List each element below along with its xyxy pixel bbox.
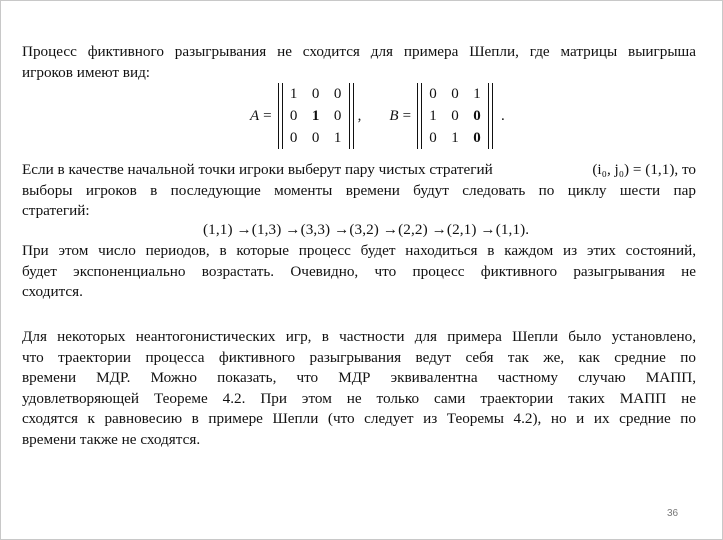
matrix-cell: 1: [429, 107, 437, 124]
text-line: что траектории процесса фиктивного разыгрывания ведут себя так же, как средние по: [22, 348, 696, 366]
paragraph-cycle-intro: [22, 160, 696, 222]
text-fragment: [592, 160, 696, 181]
text-line: выборы игроков в последующие моменты времени будут следовать по циклу шести пар: [22, 181, 696, 199]
matrix-a-separator: ,: [357, 107, 362, 124]
text-line: времени также не сходятся.: [22, 430, 201, 448]
matrix-cell: 0: [429, 129, 437, 146]
equals-sign: =: [263, 107, 272, 124]
text-line: стратегий:: [22, 202, 90, 219]
text-line: сходятся к равновесию в примере Шепли (что следует из Теоремы 4.2), но и их средние по: [22, 410, 696, 427]
initial-strategy-pair: (i₀, j₀) = (1,1): [592, 161, 675, 178]
text-line: удовлетворяющей Теореме 4.2. При этом не только сами траектории таких МАПП не: [22, 389, 696, 407]
matrix-b-label: B: [389, 107, 399, 124]
equals-sign: =: [402, 107, 412, 124]
matrix-cell: 1: [311, 107, 320, 124]
matrix-cell: 0: [429, 85, 437, 102]
text-line: [22, 160, 696, 181]
strategy-cycle-formula: (1,1) →(1,3) →(3,3) →(3,2) →(2,2) →(2,1) →(1,1).: [203, 221, 530, 238]
text-line: игроков имеют вид:: [22, 63, 151, 81]
text-line: При этом число периодов, в которые процесс будет находиться в каждом из этих состояний,: [22, 242, 696, 259]
matrix-cell: 0: [451, 85, 459, 102]
text-line: будет экспоненциально возрастать. Очевидно, что процесс фиктивного разыгрывания не: [22, 262, 696, 280]
matrix-cell: 1: [473, 85, 481, 102]
matrix-cell: 1: [333, 129, 342, 146]
matrix-cell: 0: [311, 129, 320, 146]
matrix-cell: 0: [333, 85, 342, 102]
matrix-cell: 0: [289, 107, 298, 124]
matrix-cell: 0: [451, 107, 459, 124]
matrix-a: [278, 83, 354, 149]
matrix-cell: 1: [451, 129, 459, 146]
text-line: Для некоторых неантогонистических игр, в частности для примера Шепли было установлено,: [22, 328, 696, 345]
page-number: 36: [667, 508, 679, 519]
paragraph-periods: [22, 241, 696, 303]
text-line: сходится.: [22, 283, 83, 300]
matrix-b: [417, 83, 493, 149]
matrix-a-label: A: [250, 107, 260, 124]
payoff-matrices: [250, 80, 515, 152]
matrix-cell: 1: [289, 85, 298, 102]
text-fragment: Если в качестве начальной точки игроки выберут пару чистых стратегий: [22, 161, 493, 178]
text-line: времени МДР. Можно показать, что МДР эквивалентна частному случаю МАПП,: [22, 369, 696, 386]
text-line: Процесс фиктивного разыгрывания не сходится для примера Шепли, где матрицы выигрыша: [22, 43, 696, 60]
paragraph-intro: [22, 42, 696, 83]
text-fragment: , то: [674, 161, 696, 178]
matrix-cell: 0: [473, 107, 481, 124]
matrix-cell: 0: [473, 129, 481, 146]
paragraph-non-antagonistic: [22, 327, 696, 450]
matrix-cell: 0: [333, 107, 342, 124]
matrix-cell: 0: [289, 129, 298, 146]
matrix-b-separator: .: [501, 107, 505, 124]
matrix-cell: 0: [311, 85, 320, 102]
